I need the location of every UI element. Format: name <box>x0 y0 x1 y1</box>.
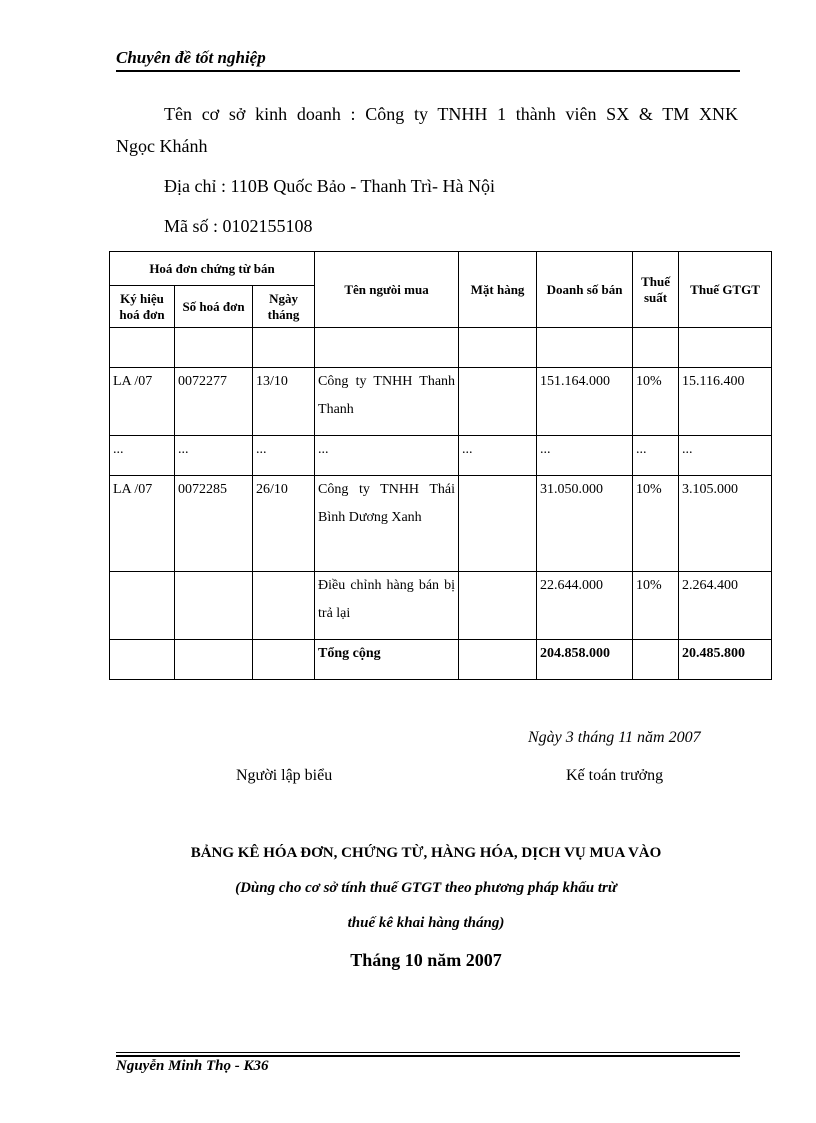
header-divider <box>116 70 740 72</box>
section-subtitle-line1: (Dùng cho cơ sở tính thuế GTGT theo phương pháp khấu trừ <box>235 880 617 896</box>
total-revenue: 204.858.000 <box>537 640 633 680</box>
header-title: Chuyên đề tốt nghiệp <box>116 48 266 67</box>
header-date: Ngày tháng <box>253 286 315 328</box>
table-total-row <box>110 640 772 680</box>
total-vat: 20.485.800 <box>679 640 772 680</box>
header-rate: Thuế suất <box>633 252 679 328</box>
total-label: Tổng cộng <box>315 640 459 680</box>
cell-symbol <box>110 572 175 640</box>
table-row <box>110 368 772 436</box>
table-row <box>110 476 772 572</box>
table-row <box>110 572 772 640</box>
cell-symbol: LA /07 <box>110 368 175 436</box>
cell-number: 0072277 <box>175 368 253 436</box>
cell-rate: ... <box>633 436 679 476</box>
cell-number <box>175 572 253 640</box>
cell-vat: 15.116.400 <box>679 368 772 436</box>
table-row-empty <box>110 328 772 368</box>
invoice-table <box>109 251 772 680</box>
cell-number: 0072285 <box>175 476 253 572</box>
cell-rate: 10% <box>633 476 679 572</box>
cell-buyer: Công ty TNHH Thái Bình Dương Xanh <box>315 476 459 572</box>
cell-revenue: 151.164.000 <box>537 368 633 436</box>
cell-symbol: LA /07 <box>110 476 175 572</box>
table-row <box>110 436 772 476</box>
header-revenue: Doanh số bán <box>537 252 633 328</box>
signature-accountant: Kế toán trưởng <box>566 767 664 784</box>
company-name-line2: Ngọc Khánh <box>116 136 208 156</box>
cell-item <box>459 368 537 436</box>
header-buyer: Tên ngưòi mua <box>315 252 459 328</box>
footer-divider-thick <box>116 1055 740 1057</box>
cell-date: 13/10 <box>253 368 315 436</box>
cell-vat: 3.105.000 <box>679 476 772 572</box>
signature-preparer: Người lập biểu <box>236 767 333 784</box>
cell-buyer: Điều chỉnh hàng bán bị trả lại <box>315 572 459 640</box>
cell-revenue: 31.050.000 <box>537 476 633 572</box>
company-name-line1: Tên cơ sở kinh doanh : Công ty TNHH 1 thành viên SX & TM XNK <box>164 104 738 124</box>
cell-rate: 10% <box>633 572 679 640</box>
cell-date: 26/10 <box>253 476 315 572</box>
header-item: Mặt hàng <box>459 252 537 328</box>
cell-symbol: ... <box>110 436 175 476</box>
cell-number: ... <box>175 436 253 476</box>
header-vat: Thuế GTGT <box>679 252 772 328</box>
section-subtitle-line2: thuế kê khai hàng tháng) <box>347 915 505 931</box>
cell-item: ... <box>459 436 537 476</box>
cell-revenue: ... <box>537 436 633 476</box>
cell-date <box>253 572 315 640</box>
header-symbol: Ký hiệu hoá đơn <box>110 286 175 328</box>
company-address: Địa chỉ : 110B Quốc Bảo - Thanh Trì- Hà Nội <box>164 176 495 196</box>
cell-vat: ... <box>679 436 772 476</box>
cell-item <box>459 572 537 640</box>
section-month: Tháng 10 năm 2007 <box>350 950 502 970</box>
cell-date: ... <box>253 436 315 476</box>
signature-date: Ngày 3 tháng 11 năm 2007 <box>528 729 701 746</box>
company-tax-code: Mã số : 0102155108 <box>164 216 313 236</box>
cell-revenue: 22.644.000 <box>537 572 633 640</box>
cell-rate: 10% <box>633 368 679 436</box>
cell-buyer: Công ty TNHH Thanh Thanh <box>315 368 459 436</box>
cell-item <box>459 476 537 572</box>
section-title: BẢNG KÊ HÓA ĐƠN, CHỨNG TỪ, HÀNG HÓA, DỊCH VỤ MUA VÀO <box>190 845 662 861</box>
footer-author: Nguyễn Minh Thọ - K36 <box>116 1058 269 1074</box>
header-invoice-group: Hoá đơn chứng từ bán <box>110 252 315 286</box>
cell-buyer: ... <box>315 436 459 476</box>
cell-vat: 2.264.400 <box>679 572 772 640</box>
header-number: Số hoá đơn <box>175 286 253 328</box>
footer-divider <box>116 1052 740 1053</box>
